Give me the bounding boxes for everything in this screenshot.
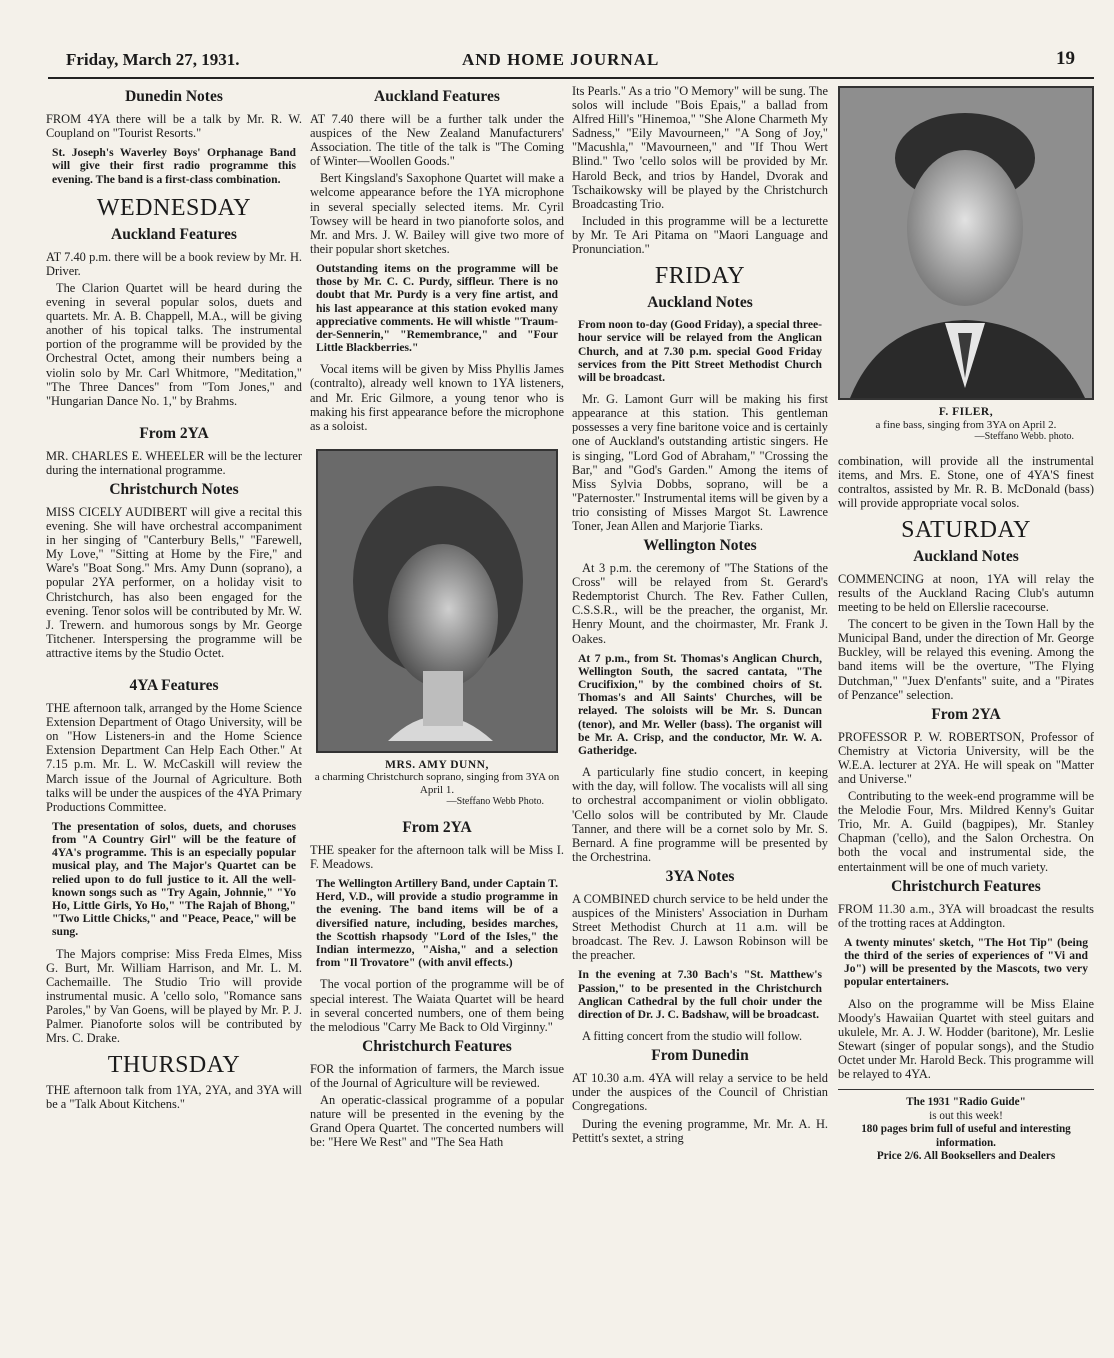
4ya-paragraph-1: THE afternoon talk, arranged by the Home Science Extension Department of Otago University, will be on "How Listeners-in and the Home Science Extension Department Can Help Each Other." At 7.15 p.m. Mr. L. W. McCaskill will review the March issue of the Journal of Agriculture. Both talks will be under the auspices of the 4YA Primary Productions Committee. xyxy=(46,701,302,814)
from-2ya-paragraph: MR. CHARLES E. WHEELER will be the lecturer during the international programme. xyxy=(46,448,302,477)
issue-date: Friday, March 27, 1931. xyxy=(66,50,240,69)
photo-caption-amy-dunn xyxy=(310,759,564,809)
from2ya-col2-paragraph-1: THE speaker for the afternoon talk will be Miss I. F. Meadows. xyxy=(310,842,564,871)
heading-thursday: THURSDAY xyxy=(107,1052,241,1079)
heading-christchurch-features: Christchurch Features xyxy=(362,1037,512,1055)
photo-f-filer xyxy=(838,86,1094,400)
ad-title: The 1931 "Radio Guide" xyxy=(906,1096,1026,1109)
chch-features-paragraph-1: FOR the information of farmers, the March issue of the Journal of Agriculture will be reviewed. xyxy=(310,1061,564,1090)
from-dunedin-paragraph-2: During the evening programme, Mr. Mr. A. H. Pettitt's sextet, a string xyxy=(572,1116,828,1145)
friday-auckland-bold-note: From noon to-day (Good Friday), a special three-hour service will be relayed from the Anglican Church, and at 7.30 p.m. special Good Friday services from the Pitt Street Methodist Church will be broadcast. xyxy=(578,318,822,384)
saturday-2ya-paragraph-2: Contributing to the week-end programme will be the Melodie Four, Mrs. Mildred Kenny's Guitar Trio, Mr. A. Guild (bagpipes), Mr. Stanley Chapman ('cello), and the Salon Orchestra. On both the vocal and instrumental side, the entertainment will be one of much variety. xyxy=(838,789,1094,874)
auckland2-paragraph-3: Vocal items will be given by Miss Phyllis James (contralto), already well known to 1YA listeners, and Mr. Eric Gilmore, a young tenor who is making his first appearance before the microphone as a soloist. xyxy=(310,362,564,433)
heading-saturday: SATURDAY xyxy=(901,516,1031,543)
saturday-chch-bold-note: A twenty minutes' sketch, "The Hot Tip" (being the third of the series of experiences of "Vi and Jo") will be presented by the Mascots, two very popular entertainers. xyxy=(844,935,1088,989)
continued-paragraph-1: Its Pearls." As a trio "O Memory" will be sung. The solos will include "Bois Epais," a ballad from Alfred Hill's "Hinemoa," "She Alone Charmeth My Sadness," "Eily Mavourneen," "A Song of Joy," "Macushla," "Mavourneen," and "If Thou Wert Blind." Two 'cello solos will be provided by Mr. Harold Beck, and trios by Handel, Dvorak and Tschaikowsky will be played by the Christchurch Broadcasting Trio. xyxy=(572,84,828,211)
column-2 xyxy=(310,84,564,1152)
saturday-auckland-paragraph-1: COMMENCING at noon, 1YA will relay the results of the Auckland Racing Club's autumn meeting to be held on Ellerslie racecourse. xyxy=(838,571,1094,615)
from2ya-col2-bold-note: The Wellington Artillery Band, under Captain T. Herd, V.D., will provide a studio programme in the evening. The band items will be of a diversified nature, including, besides marches, the Scottish rhapsody "Lord of the Isles," the Indian intermezzo, "Aisha," and a selection from "Il Trovatore" (with anvil effects.) xyxy=(316,877,558,970)
wellington-bold-note: At 7 p.m., from St. Thomas's Anglican Church, Wellington South, the sacred cantata, "The Crucifixion," by the combined choirs of St. Thomas's and All Saints' Churches, will be relayed. The soloists will be Mr. S. Duncan (tenor), and Mr. Weller (bass). The organist will be Mr. A. Crisp, and the conductor, Mr. W. A. Gatheridge. xyxy=(578,651,822,758)
heading-christchurch-features-sat: Christchurch Features xyxy=(891,877,1041,895)
4ya-bold-note: The presentation of solos, duets, and choruses from "A Country Girl" will be the feature of 4YA's programme. This is an especially popular musical play, and The Major's Quartet can be relied upon to do full justice to it. All the well-known songs such as "Try Again, Johnnie," "Yo Ho, Little Girls, Yo Ho," "The Rajah of Bhong," "Two Little Chicks," and "Peace, Peace," will be sung. xyxy=(52,819,296,939)
3ya-paragraph-1: A COMBINED church service to be held under the auspices of the Ministers' Association in Durham Street Methodist Church at 11 a.m. will be broadcast. The Rev. J. Lawson Robinson will be the preacher. xyxy=(572,891,828,963)
dunedin-paragraph: FROM 4YA there will be a talk by Mr. R. W. Coupland on "Tourist Resorts." xyxy=(46,112,302,141)
photo-credit-filer: —Steffano Webb. photo. xyxy=(974,431,1074,442)
3ya-paragraph-2: A fitting concert from the studio will follow. xyxy=(582,1029,803,1044)
photo-caption-f-filer xyxy=(838,406,1094,444)
ad-line-4: Price 2/6. All Booksellers and Dealers xyxy=(876,1150,1056,1163)
saturday-chch-paragraph-1: FROM 11.30 a.m., 3YA will broadcast the results of the trotting races at Addington. xyxy=(838,901,1094,930)
auckland-paragraph-1: AT 7.40 p.m. there will be a book review by Mr. H. Driver. xyxy=(46,249,302,278)
auckland2-bold-note: Outstanding items on the programme will be those by Mr. C. C. Purdy, siffleur. There is no doubt that Mr. Purdy is a very fine artist, and his last appearance at this station evoked many appreciative comments. He will whistle "Traum-der-Sennerin," "Remembrance," and "Four Little Blackberries." xyxy=(316,261,558,355)
from-dunedin-paragraph-1: AT 10.30 a.m. 4YA will relay a service to be held under the auspices of the Council of Christian Congregations. xyxy=(572,1071,828,1114)
column-3 xyxy=(572,84,828,1148)
radio-guide-advertisement xyxy=(838,1089,1094,1164)
heading-from-dunedin: From Dunedin xyxy=(651,1047,749,1065)
heading-4ya-features: 4YA Features xyxy=(129,677,219,695)
auckland2-paragraph-2: Bert Kingsland's Saxophone Quartet will make a welcome appearance before the 1YA microphone in several specially selected items. Mr. Cyril Towsey will be heard in two pianoforte solos, and Mr. and Mrs. J. W. Bailey will give two more of their popular short sketches. xyxy=(310,171,564,256)
column-4 xyxy=(838,84,1094,1164)
heading-friday: FRIDAY xyxy=(654,263,746,290)
christchurch-paragraph: MISS CICELY AUDIBERT will give a recital this evening. She will have orchestral accompaniment in her singing of "Canterbury Bells," "Farewell, My Love," "Sitting at Home by the Fire," and Ware's "Boat Song." Mrs. Amy Dunn (soprano), a popular 2YA performer, on a holiday visit to Christchurch, has also been engaged for the evening. Tenor solos will be contributed by Mr. W. J. Trewern. and humorous songs by Mr. George Titchener. Interspersing the programme will be attractive items by the Studio Octet. xyxy=(46,505,302,660)
column-1 xyxy=(46,84,302,1114)
heading-auckland-features: Auckland Features xyxy=(111,225,237,243)
continued-paragraph-2: Included in this programme will be a lecturette by Mr. Te Ari Pitama on "Maori Language and Pronunciation." xyxy=(572,213,828,257)
page-header xyxy=(0,50,1114,80)
header-rule xyxy=(48,77,1094,79)
thursday-paragraph: THE afternoon talk from 1YA, 2YA, and 3YA will be a "Talk About Kitchens." xyxy=(46,1083,302,1112)
auckland-paragraph-2: The Clarion Quartet will be heard during the evening in several popular solos, duets and quartets. Mr. A. B. Chappell, M.A., will be giving another of his topical talks. The instrumental portion of the programme will be provided by the Orchestral Octet, among their numbers being a violin solo by Mr. Carl Whitmore, "Meditation," "The Three Dances" from "Tom Jones," and "Hungarian Dance No. 1," by Brahms. xyxy=(46,280,302,408)
continued-paragraph-col4: combination, will provide all the instrumental items, and Mrs. E. Stone, one of 4YA'S finest contraltos, assisted by Mr. R. B. McDonald (bass) will provide appropriate vocal solos. xyxy=(838,453,1094,510)
saturday-2ya-paragraph-1: PROFESSOR P. W. ROBERTSON, Professor of Chemistry at Victoria University, will be the W.E.A. lecturer at 2YA. He will speak on "Matter and Universe." xyxy=(838,729,1094,786)
heading-wednesday: WEDNESDAY xyxy=(96,194,252,221)
photo-name: MRS. AMY DUNN, xyxy=(385,758,489,771)
photo-caption-text-filer: a fine bass, singing from 3YA on April 2. xyxy=(875,418,1057,431)
heading-dunedin-notes: Dunedin Notes xyxy=(125,88,223,105)
heading-wellington-notes: Wellington Notes xyxy=(643,537,757,555)
photo-credit: —Steffano Webb Photo. xyxy=(446,796,544,808)
photo-caption-text: a charming Christchurch soprano, singing from 3YA on April 1. xyxy=(314,771,560,796)
ad-line-3: 180 pages brim full of useful and interesting information. xyxy=(861,1123,1071,1149)
heading-3ya-notes: 3YA Notes xyxy=(665,867,735,885)
4ya-paragraph-2: The Majors comprise: Miss Freda Elmes, Miss G. Burt, Mr. William Harrison, and Mr. L. M. Cachemaille. The Studio Trio will provide instrumental music. A 'cello solo, "Romance sans Paroles," by Van Goens, will be played by Mr. P. J. Palmer. Pianoforte solos will be contributed by Mrs. C. Drake. xyxy=(46,946,302,1046)
photo-amy-dunn xyxy=(316,449,558,753)
wellington-paragraph-1: At 3 p.m. the ceremony of "The Stations of the Cross" will be relayed from St. Gerard's Redemptorist Church. The Rev. Father Cullen, C.S.S.R., will be the preacher, the organist, Mr. Henry Mount, and the choirmaster, Mr. Frank J. Oakes. xyxy=(572,561,828,646)
heading-from-2ya: From 2YA xyxy=(139,424,209,442)
saturday-chch-paragraph-2: Also on the programme will be Miss Elaine Moody's Hawaiian Quartet with steel guitars and ukulele, Mr. A. J. W. Hodder (baritone), Mr. Leslie Stewart (singer of popular songs), and the Studio Octet under Mr. Harold Beck. This programme will be relayed to 4YA. xyxy=(838,996,1094,1082)
heading-auckland-notes-sat: Auckland Notes xyxy=(913,547,1019,565)
chch-features-paragraph-2: An operatic-classical programme of a popular nature will be presented in the evening by the Grand Opera Quartet. The concerted numbers will be: "Here We Rest" and "The Sea Hath xyxy=(310,1093,564,1150)
heading-auckland-features-2: Auckland Features xyxy=(374,88,500,105)
saturday-auckland-paragraph-2: The concert to be given in the Town Hall by the Municipal Band, under the direction of Mr. George Buckley, will be relayed this evening. Among the band items will be the overture, "The Flying Dutchman," "Juex D'enfants" suite, and a "Pirates of Penzance" selection. xyxy=(838,617,1094,702)
auckland2-paragraph-1: AT 7.40 there will be a further talk under the auspices of the New Zealand Manufacturers' Association. The title of the talk is "The Coming of Winter—Woollen Goods." xyxy=(310,112,564,169)
3ya-bold-note: In the evening at 7.30 Bach's "St. Matthew's Passion," to be presented in the Christchurch Anglican Cathedral by the full choir under the direction of Dr. J. C. Badshaw, will be broadcast. xyxy=(578,968,822,1021)
heading-from-2ya-sat: From 2YA xyxy=(931,705,1001,723)
page-number: 19 xyxy=(1056,48,1075,69)
heading-from-2ya-col2: From 2YA xyxy=(402,818,472,836)
heading-auckland-notes: Auckland Notes xyxy=(647,294,753,312)
ad-line-2: is out this week! xyxy=(929,1109,1003,1122)
friday-auckland-paragraph: Mr. G. Lamont Gurr will be making his first appearance at this station. This gentleman possesses a very fine baritone voice and is certainly one of Auckland's outstanding artistic singers. He is singing, "Lord God of Abraham," "Crossing the Bar," and "God's Garden." Among the items of Miss Sylvia Dobbs, soprano, will be a "Paternoster." Instrumental items will be given by a trio consisting of Misses Margot St. Lawrence Toner, Jean Allen and Marjorie Tiarks. xyxy=(572,392,828,533)
journal-title: AND HOME JOURNAL xyxy=(462,50,660,69)
wellington-paragraph-2: A particularly fine studio concert, in keeping with the day, will follow. The vocalists will all sing to orchestral accompaniment or violin obbligato. 'Cello solos will be contributed by Mr. Claude Tanner, and there will be a cornet solo by Mr. S. Bernard. A fine programme will be presented by the Orchestrina. xyxy=(572,765,828,864)
from2ya-col2-paragraph-2: The vocal portion of the programme will be of special interest. The Waiata Quartet will be heard in several concerted numbers, one of them being the melodious "Carry Me Back to Old Virginny." xyxy=(310,977,564,1034)
dunedin-bold-note: St. Joseph's Waverley Boys' Orphanage Band will give their first radio programme this evening. The band is a first-class combination. xyxy=(52,146,296,186)
portrait-man-image xyxy=(840,88,1092,398)
heading-christchurch-notes: Christchurch Notes xyxy=(109,481,239,499)
photo-name-filer: F. FILER, xyxy=(938,406,994,418)
portrait-woman-image xyxy=(318,451,556,751)
